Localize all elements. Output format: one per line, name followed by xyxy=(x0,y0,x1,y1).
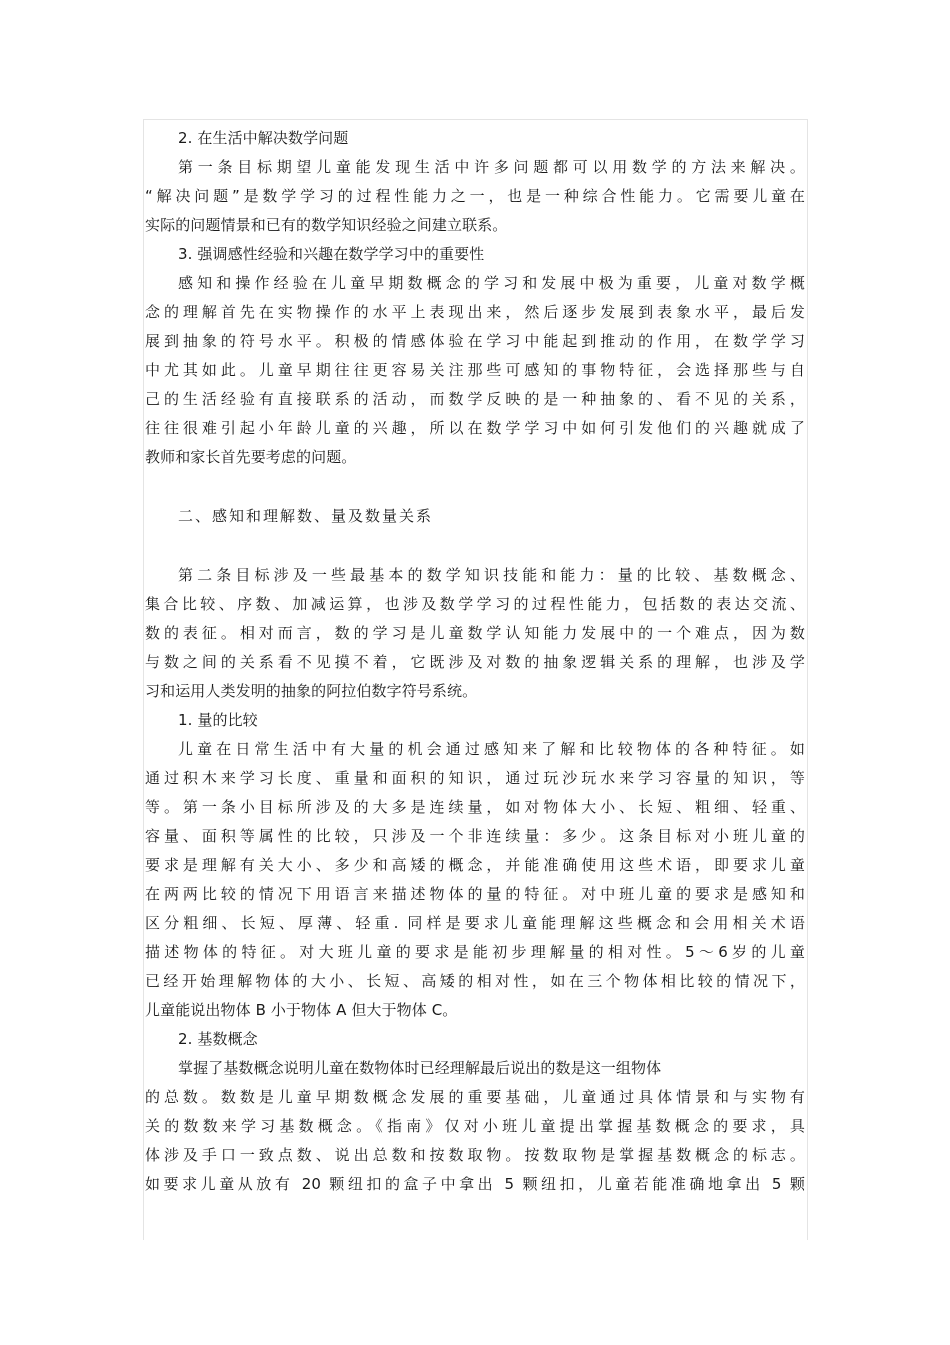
paragraph-line: 中尤其如此。儿童早期往往更容易关注那些可感知的事物特征，会选择那些与自 xyxy=(145,361,805,379)
paragraph-line: 与数之间的关系看不见摸不着，它既涉及对数的抽象逻辑关系的理解，也涉及学 xyxy=(145,653,805,671)
paragraph-line: 第二条目标涉及一些最基本的数学知识技能和能力：量的比较、基数概念、 xyxy=(178,566,805,584)
paragraph-line: 区分粗细、长短、厚薄、轻重. 同样是要求儿童能理解这些概念和会用相关术语 xyxy=(145,914,805,932)
paragraph-line: 如要求儿童从放有 20 颗纽扣的盒子中拿出 5 颗纽扣，儿童若能准确地拿出 5 颗 xyxy=(145,1175,805,1193)
section-heading: 1. 量的比较 xyxy=(178,711,258,729)
paragraph-line: 念的理解首先在实物操作的水平上表现出来，然后逐步发展到表象水平，最后发 xyxy=(145,303,805,321)
chapter-heading: 二、感知和理解数、量及数量关系 xyxy=(178,507,434,525)
paragraph-line: 要求是理解有关大小、多少和高矮的概念，并能准确使用这些术语，即要求儿童 xyxy=(145,856,805,874)
paragraph-line: 实际的问题情景和已有的数学知识经验之间建立联系。 xyxy=(145,216,508,234)
section-heading: 2. 在生活中解决数学问题 xyxy=(178,129,349,147)
paragraph-line: 数的表征。相对而言，数的学习是儿童数学认知能力发展中的一个难点，因为数 xyxy=(145,624,805,642)
paragraph-line: 的总数。数数是儿童早期数概念发展的重要基础，儿童通过具体情景和与实物有 xyxy=(145,1088,805,1106)
document-body xyxy=(145,124,805,1199)
paragraph-line: 容量、面积等属性的比较，只涉及一个非连续量：多少。这条目标对小班儿童的 xyxy=(145,827,805,845)
paragraph-line: 习和运用人类发明的抽象的阿拉伯数字符号系统。 xyxy=(145,682,478,700)
paragraph-line: 等。第一条小目标所涉及的大多是连续量，如对物体大小、长短、粗细、轻重、 xyxy=(145,798,805,816)
paragraph-line: 通过积木来学习长度、重量和面积的知识，通过玩沙玩水来学习容量的知识，等 xyxy=(145,769,805,787)
paragraph-line: 描述物体的特征。对大班儿童的要求是能初步理解量的相对性。5～6岁的儿童 xyxy=(145,943,805,961)
paragraph-line: 往往很难引起小年龄儿童的兴趣，所以在数学学习中如何引发他们的兴趣就成了 xyxy=(145,419,805,437)
paragraph-line: 关的数数来学习基数概念。《指南》仅对小班儿童提出掌握基数概念的要求，具 xyxy=(145,1117,805,1135)
section-heading: 2. 基数概念 xyxy=(178,1030,258,1048)
paragraph-line: 集合比较、序数、加减运算，也涉及数学学习的过程性能力，包括数的表达交流、 xyxy=(145,595,805,613)
paragraph-line: 儿童能说出物体 B 小于物体 A 但大于物体 C。 xyxy=(145,1001,458,1019)
section-heading: 3. 强调感性经验和兴趣在数学学习中的重要性 xyxy=(178,245,485,263)
paragraph-line: 己的生活经验有直接联系的活动，而数学反映的是一种抽象的、看不见的关系， xyxy=(145,390,805,408)
paragraph-line: 展到抽象的符号水平。积极的情感体验在学习中能起到推动的作用，在数学学习 xyxy=(145,332,805,350)
paragraph-line: 在两两比较的情况下用语言来描述物体的量的特征。对中班儿童的要求是感知和 xyxy=(145,885,805,903)
paragraph-line: 掌握了基数概念说明儿童在数物体时已经理解最后说出的数是这一组物体 xyxy=(178,1059,662,1077)
paragraph-line: 第一条目标期望儿童能发现生活中许多问题都可以用数学的方法来解决。 xyxy=(178,158,805,176)
paragraph-line: “解决问题”是数学学习的过程性能力之一，也是一种综合性能力。它需要儿童在 xyxy=(145,187,805,205)
paragraph-line: 已经开始理解物体的大小、长短、高矮的相对性，如在三个物体相比较的情况下， xyxy=(145,972,805,990)
paragraph-line: 教师和家长首先要考虑的问题。 xyxy=(145,448,357,466)
paragraph-line: 感知和操作经验在儿童早期数概念的学习和发展中极为重要，儿童对数学概 xyxy=(178,274,805,292)
paragraph-line: 儿童在日常生活中有大量的机会通过感知来了解和比较物体的各种特征。如 xyxy=(178,740,805,758)
paragraph-line: 体涉及手口一致点数、说出总数和按数取物。按数取物是掌握基数概念的标志。 xyxy=(145,1146,805,1164)
